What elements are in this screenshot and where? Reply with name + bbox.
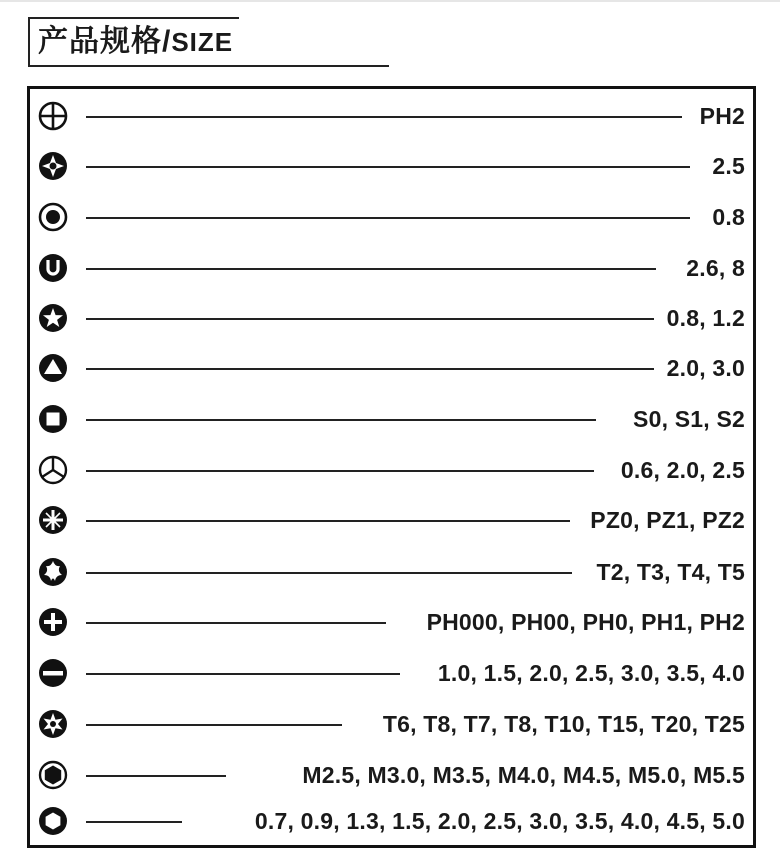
pentalobe-icon <box>38 557 68 587</box>
size-table <box>27 86 756 848</box>
size-label: 0.7, 0.9, 1.3, 1.5, 2.0, 2.5, 3.0, 3.5, 4.0, 4.5, 5.0 <box>254 808 745 834</box>
top-divider <box>0 0 780 2</box>
u-shape-icon <box>38 253 68 283</box>
size-label: M2.5, M3.0, M3.5, M4.0, M4.5, M5.0, M5.5 <box>302 762 745 788</box>
leader-line <box>86 821 182 823</box>
size-row <box>30 241 753 291</box>
leader-line <box>86 520 570 522</box>
pentalobe-center-dot-icon <box>38 202 68 232</box>
size-label: T2, T3, T4, T5 <box>596 559 745 585</box>
size-row <box>30 646 753 696</box>
title-chinese: 产品规格/ <box>38 25 172 58</box>
section-header <box>28 17 239 67</box>
size-label: S0, S1, S2 <box>633 406 745 432</box>
size-label: 0.8, 1.2 <box>666 305 745 331</box>
size-label: T6, T8, T7, T8, T10, T15, T20, T25 <box>382 711 745 737</box>
size-row <box>30 493 753 543</box>
leader-line <box>86 673 400 675</box>
size-row <box>30 139 753 189</box>
tri-wing-icon <box>38 151 68 181</box>
leader-line <box>86 724 342 726</box>
title-english: SIZE <box>171 27 234 57</box>
size-label: PH2 <box>699 103 745 129</box>
size-row <box>30 748 753 798</box>
size-row <box>30 794 753 844</box>
size-label: 2.5 <box>712 153 745 179</box>
leader-line <box>86 268 656 270</box>
leader-line <box>86 572 572 574</box>
pozidriv-icon <box>38 505 68 535</box>
triangle-icon <box>38 353 68 383</box>
hex-socket-icon <box>38 760 68 790</box>
leader-line <box>86 166 690 168</box>
leader-line <box>86 368 654 370</box>
torx-icon <box>38 709 68 739</box>
size-row <box>30 595 753 645</box>
size-row <box>30 545 753 595</box>
leader-line <box>86 318 654 320</box>
leader-line <box>86 419 596 421</box>
leader-line <box>86 217 690 219</box>
size-row <box>30 341 753 391</box>
size-label: 0.6, 2.0, 2.5 <box>620 457 745 483</box>
size-label: PH000, PH00, PH0, PH1, PH2 <box>426 609 745 635</box>
y-tripoint-icon <box>38 455 68 485</box>
size-label: 2.0, 3.0 <box>666 355 745 381</box>
size-label: 0.8 <box>712 204 745 230</box>
size-label: 1.0, 1.5, 2.0, 2.5, 3.0, 3.5, 4.0 <box>437 660 745 686</box>
page-title <box>38 27 233 57</box>
star-icon <box>38 303 68 333</box>
size-row <box>30 291 753 341</box>
phillips-icon <box>38 607 68 637</box>
leader-line <box>86 470 594 472</box>
leader-line <box>86 622 386 624</box>
size-label: PZ0, PZ1, PZ2 <box>590 507 745 533</box>
size-row <box>30 392 753 442</box>
hex-outline-icon <box>38 806 68 836</box>
leader-line <box>86 775 226 777</box>
size-row <box>30 443 753 493</box>
square-icon <box>38 404 68 434</box>
leader-line <box>86 116 682 118</box>
size-row <box>30 697 753 747</box>
size-row <box>30 190 753 240</box>
size-label: 2.6, 8 <box>686 255 745 281</box>
size-row <box>30 89 753 139</box>
slotted-icon <box>38 658 68 688</box>
phillips-outline-icon <box>38 101 68 131</box>
